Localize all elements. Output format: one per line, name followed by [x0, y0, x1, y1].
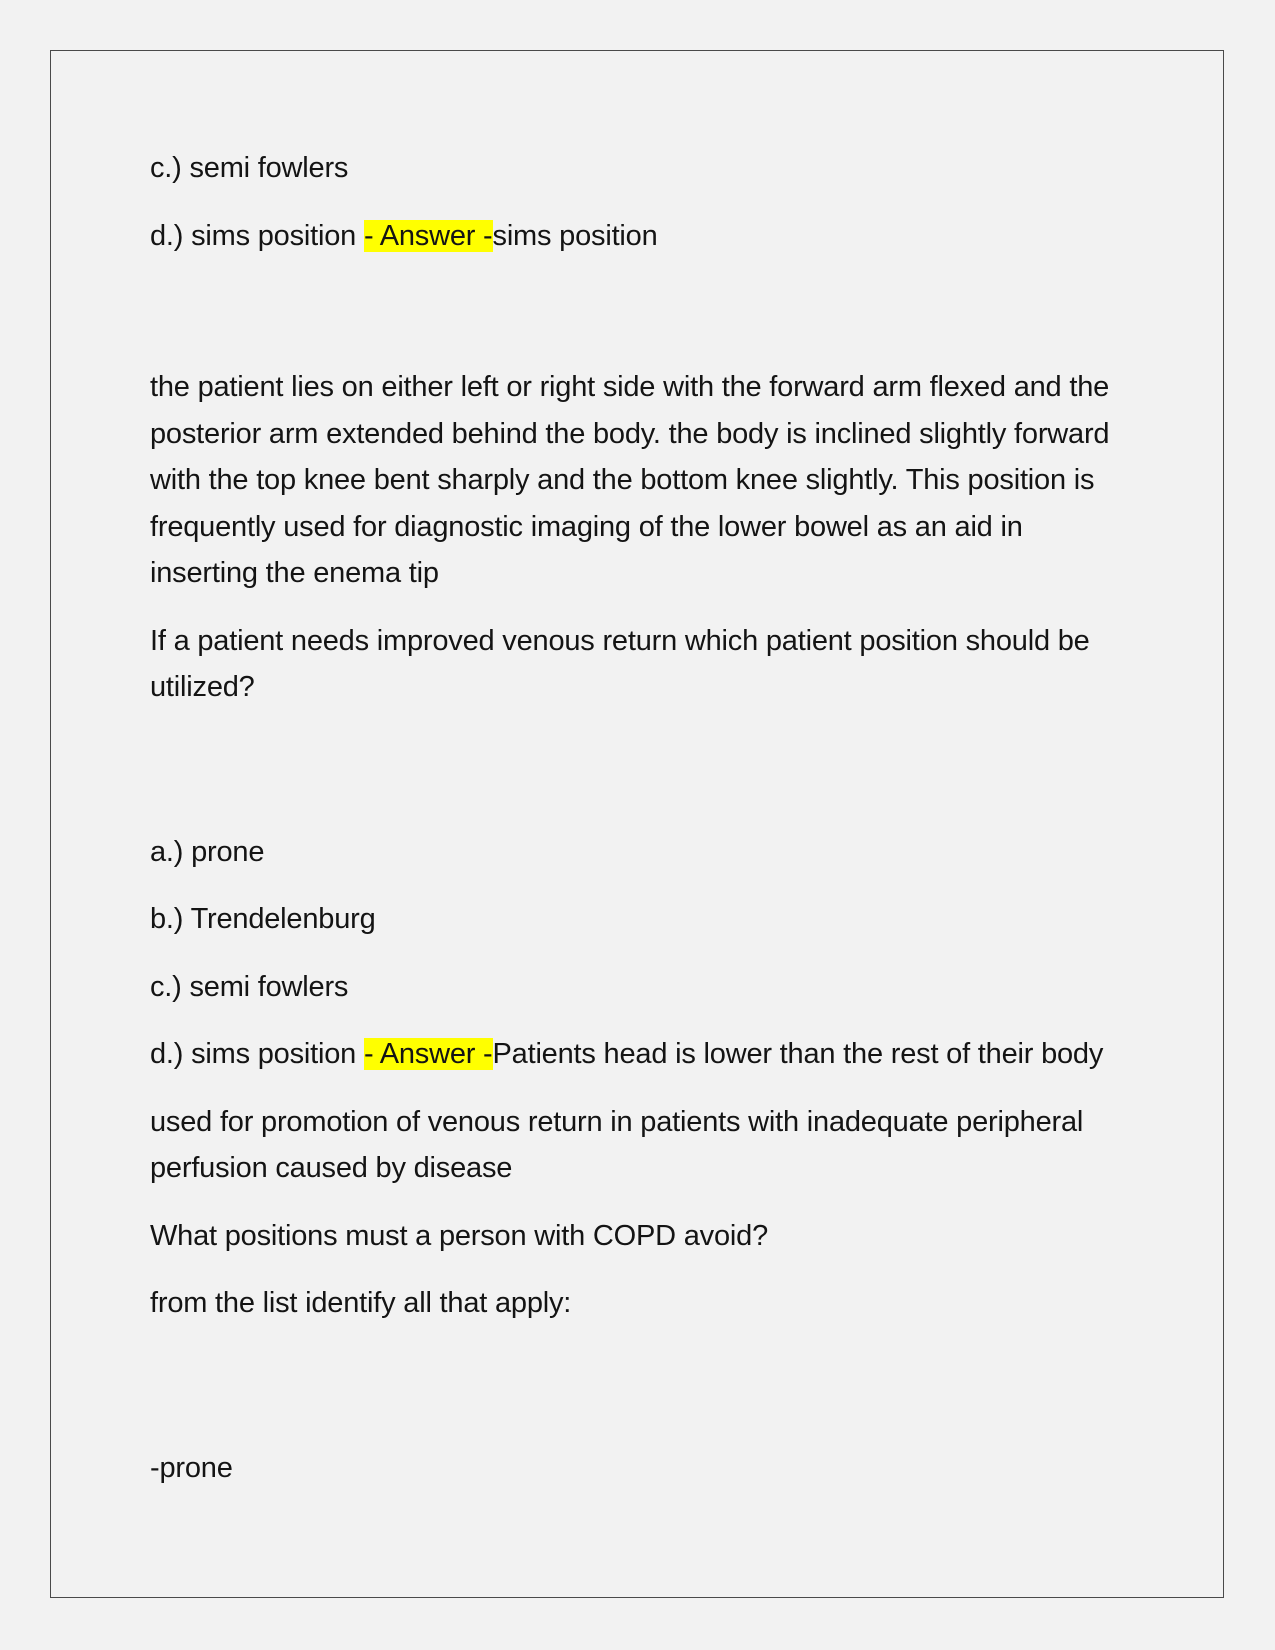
q3-option-1: -prone — [150, 1451, 233, 1484]
q1-option-d — [150, 213, 1110, 260]
q1-answer-text: sims position — [492, 219, 658, 252]
blank-space — [150, 280, 1110, 364]
blank-space — [150, 1348, 1110, 1445]
q3-instruction: from the list identify all that apply: — [150, 1287, 572, 1319]
q1-option-d-prefix: d.) sims position — [150, 219, 364, 252]
q1-explanation: the patient lies on either left or right side with the forward arm flexed and the posterior arm extended behind the body. the body is inclined slightly forward with the top knee bent sharply and the bottom knee slightly. This position is frequently used for diagnostic imaging of the lower bowel as an aid in inserting the enema tip — [150, 371, 1110, 589]
q3-question: What positions must a person with COPD avoid? — [150, 1219, 768, 1252]
q2-question: If a patient needs improved venous return which patient position should be utilized? — [150, 624, 1090, 703]
answer-highlight: - Answer - — [363, 219, 493, 252]
document-body — [150, 145, 1110, 1512]
q2-option-a: a.) prone — [150, 835, 265, 868]
q2-answer-text: Patients head is lower than the rest of their body — [492, 1038, 1104, 1070]
q2-option-c: c.) semi fowlers — [150, 970, 349, 1003]
q2-option-b: b.) Trendelenburg — [150, 903, 376, 935]
q2-option-d — [150, 1031, 1110, 1078]
answer-highlight: - Answer - — [363, 1038, 493, 1070]
blank-space — [150, 732, 1110, 829]
q1-option-c: c.) semi fowlers — [150, 152, 349, 184]
q2-option-d-prefix: d.) sims position — [150, 1038, 364, 1070]
q2-explanation: used for promotion of venous return in patients with inadequate peripheral perfusion caused by disease — [150, 1105, 1084, 1184]
